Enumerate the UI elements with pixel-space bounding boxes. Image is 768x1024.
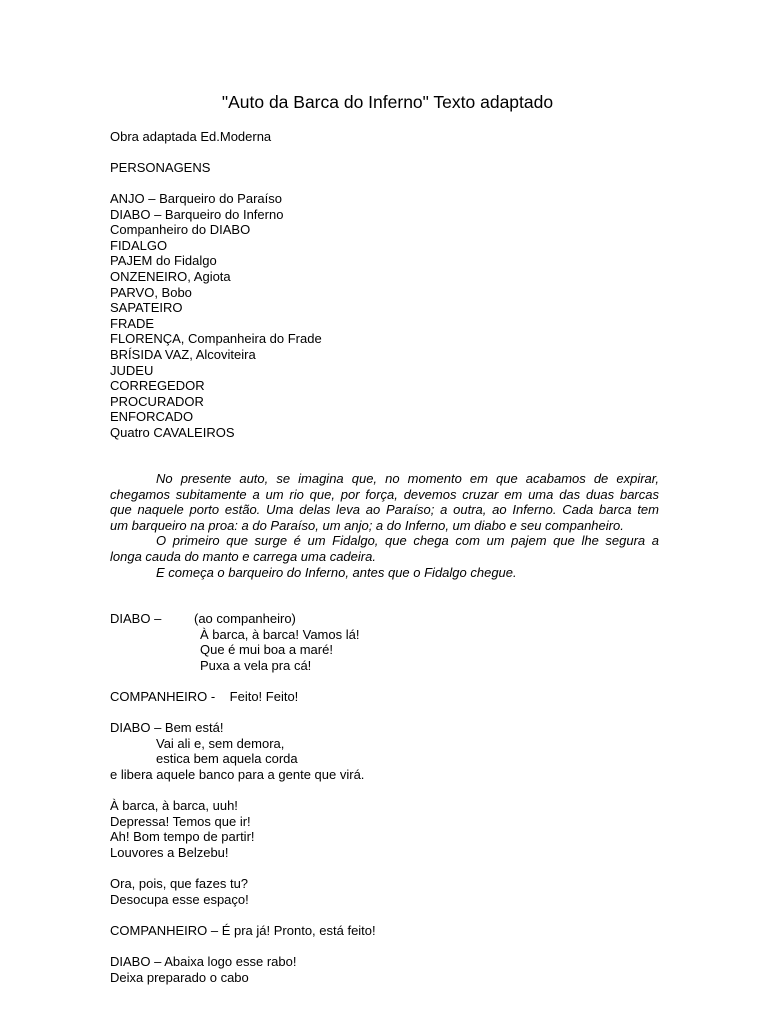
speaker-label: DIABO – bbox=[110, 611, 162, 626]
character-item: PAJEM do Fidalgo bbox=[110, 253, 217, 269]
intro-line: No presente auto, se imagina que, no momento em que acabamos de expirar, bbox=[156, 471, 659, 486]
character-item: FLORENÇA, Companheira do Frade bbox=[110, 331, 322, 347]
verse-line: Deixa preparado o cabo bbox=[110, 969, 249, 985]
character-item: ANJO – Barqueiro do Paraíso bbox=[110, 191, 282, 206]
source-line: Obra adaptada Ed.Moderna bbox=[110, 129, 272, 144]
character-item: CORREGEDOR bbox=[110, 378, 205, 394]
intro-line: O primeiro que surge é um Fidalgo, que chega com um pajem que lhe segura a bbox=[156, 533, 659, 549]
intro-line: E começa o barqueiro do Inferno, antes que o Fidalgo chegue. bbox=[156, 564, 517, 580]
character-item: PARVO, Bobo bbox=[110, 284, 192, 300]
character-item: JUDEU bbox=[110, 362, 154, 378]
character-item: ENFORCADO bbox=[110, 409, 194, 425]
dialogue-diabo-1 bbox=[110, 611, 659, 673]
verse-line: estica bem aquela corda bbox=[156, 751, 298, 767]
verse-line: À barca, à barca, uuh! bbox=[110, 798, 238, 813]
verse-line: À barca, à barca! Vamos lá! bbox=[200, 626, 360, 642]
verse-line: Ah! Bom tempo de partir! bbox=[110, 829, 255, 845]
stage-direction: (ao companheiro) bbox=[194, 611, 296, 626]
character-list bbox=[110, 191, 659, 441]
character-item: Quatro CAVALEIROS bbox=[110, 424, 235, 440]
verse-line: e libera aquele banco para a gente que virá. bbox=[110, 766, 365, 782]
character-item: BRÍSIDA VAZ, Alcoviteira bbox=[110, 346, 256, 362]
character-item: SAPATEIRO bbox=[110, 300, 183, 316]
character-item: Companheiro do DIABO bbox=[110, 222, 251, 238]
verse-line: Ora, pois, que fazes tu? bbox=[110, 876, 249, 891]
intro-line: chegamos subitamente a um rio que, por força, devemos cruzar em uma das duas barcas bbox=[110, 486, 659, 502]
characters-heading: PERSONAGENS bbox=[110, 160, 211, 175]
character-item: PROCURADOR bbox=[110, 393, 204, 409]
dialogue-diabo-3 bbox=[110, 798, 659, 860]
verse-line: Desocupa esse espaço! bbox=[110, 891, 249, 907]
verse-line: Que é mui boa a maré! bbox=[200, 642, 333, 658]
dialogue-companheiro-1: COMPANHEIRO - Feito! Feito! bbox=[110, 689, 299, 704]
verse-line: Louvores a Belzebu! bbox=[110, 844, 229, 860]
character-item: FIDALGO bbox=[110, 237, 168, 253]
verse-line: Depressa! Temos que ir! bbox=[110, 813, 251, 829]
verse-line: DIABO – Abaixa logo esse rabo! bbox=[110, 954, 297, 969]
verse-line: Puxa a vela pra cá! bbox=[200, 657, 312, 673]
character-item: DIABO – Barqueiro do Inferno bbox=[110, 206, 284, 222]
intro-paragraph bbox=[110, 471, 659, 580]
dialogue-companheiro-2: COMPANHEIRO – É pra já! Pronto, está feito! bbox=[110, 923, 376, 938]
intro-line: um barqueiro na proa: a do Paraíso, um anjo; a do Inferno, um diabo e seu companheiro. bbox=[110, 517, 624, 533]
character-item: ONZENEIRO, Agiota bbox=[110, 268, 231, 284]
dialogue-diabo-2 bbox=[110, 720, 659, 782]
intro-line: que naquele porto estão. Uma delas leva ao Paraíso; a outra, ao Inferno. Cada barca tem bbox=[110, 502, 659, 518]
character-item: FRADE bbox=[110, 315, 155, 331]
dialogue-diabo-5 bbox=[110, 954, 659, 985]
dialogue-diabo-4 bbox=[110, 876, 659, 907]
verse-line: Vai ali e, sem demora, bbox=[156, 735, 285, 751]
document-title: "Auto da Barca do Inferno" Texto adaptado bbox=[221, 92, 554, 112]
intro-line: longa cauda do manto e carrega uma cadeira. bbox=[110, 548, 376, 564]
verse-line: DIABO – Bem está! bbox=[110, 720, 224, 735]
